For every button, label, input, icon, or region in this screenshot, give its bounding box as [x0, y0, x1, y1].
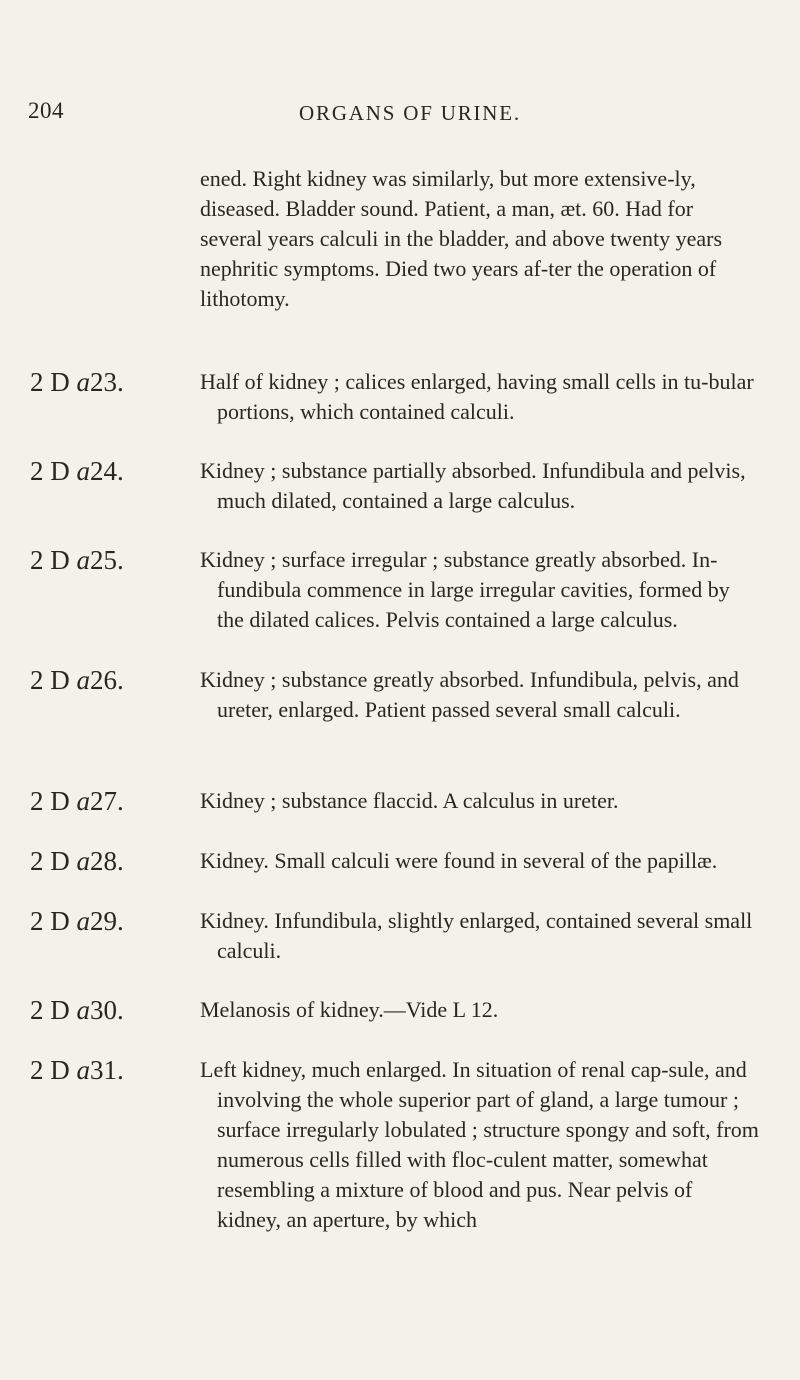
entry-reference: [30, 786, 124, 816]
entry-text: Left kidney, much enlarged. In situation of renal cap-sule, and involving the whole superior part of gland, a large tumour ; surface irregularly lobulated ; structure spongy and soft, from numerous cells filled with floc-culent matter, somewhat resembling a mixture of blood and pus. Near pelvis of kidney, an aperture, by which: [200, 1057, 759, 1232]
ref-prefix: 2 D: [30, 545, 70, 575]
entry-reference: [30, 367, 124, 397]
entry-text: Kidney ; substance greatly absorbed. Infundibula, pelvis, and ureter, enlarged. Patient passed several small calculi.: [200, 667, 739, 722]
ref-letter: a: [76, 456, 90, 486]
entry-text: Half of kidney ; calices enlarged, having small cells in tu-bular portions, which contained calculi.: [200, 369, 754, 424]
entry-reference: [30, 545, 124, 575]
ref-number: 31.: [90, 1055, 124, 1085]
entry-text: Kidney. Small calculi were found in several of the papillæ.: [200, 848, 718, 873]
ref-prefix: 2 D: [30, 846, 70, 876]
entry-reference: [30, 456, 124, 486]
ref-letter: a: [76, 545, 90, 575]
ref-prefix: 2 D: [30, 906, 70, 936]
ref-number: 27.: [90, 786, 124, 816]
entry-reference: [30, 995, 124, 1025]
entry-text: Kidney ; surface irregular ; substance greatly absorbed. In-fundibula commence in large irregular cavities, formed by the dilated calices. Pelvis contained a large calculus.: [200, 547, 730, 632]
ref-number: 23.: [90, 367, 124, 397]
entry-reference: [30, 665, 124, 695]
entry-text: Kidney ; substance flaccid. A calculus in ureter.: [200, 788, 619, 813]
entry-reference: [30, 906, 124, 936]
ref-prefix: 2 D: [30, 456, 70, 486]
ref-letter: a: [76, 906, 90, 936]
ref-letter: a: [76, 846, 90, 876]
entry-reference: [30, 1055, 124, 1085]
entry-text: Kidney ; substance partially absorbed. Infundibula and pelvis, much dilated, contained a large calculus.: [200, 458, 746, 513]
ref-letter: a: [76, 786, 90, 816]
ref-prefix: 2 D: [30, 1055, 70, 1085]
ref-number: 28.: [90, 846, 124, 876]
ref-number: 24.: [90, 456, 124, 486]
ref-prefix: 2 D: [30, 786, 70, 816]
continuation-paragraph: ened. Right kidney was similarly, but more extensive-ly, diseased. Bladder sound. Patient, a man, æt. 60. Had for several years calculi in the bladder, and above twenty years nephritic symptoms. Died two years af-ter the operation of lithotomy.: [200, 166, 723, 311]
running-head: ORGANS OF URINE.: [299, 101, 521, 125]
page-number: 204: [28, 98, 64, 123]
entry-text: Kidney. Infundibula, slightly enlarged, contained several small calculi.: [200, 908, 753, 963]
ref-number: 29.: [90, 906, 124, 936]
ref-letter: a: [76, 367, 90, 397]
ref-number: 26.: [90, 665, 124, 695]
entry-text: Melanosis of kidney.—Vide L 12.: [200, 997, 499, 1022]
ref-prefix: 2 D: [30, 367, 70, 397]
ref-letter: a: [76, 665, 90, 695]
ref-prefix: 2 D: [30, 665, 70, 695]
ref-number: 25.: [90, 545, 124, 575]
ref-prefix: 2 D: [30, 995, 70, 1025]
ref-letter: a: [76, 1055, 90, 1085]
ref-letter: a: [76, 995, 90, 1025]
ref-number: 30.: [90, 995, 124, 1025]
entry-reference: [30, 846, 124, 876]
